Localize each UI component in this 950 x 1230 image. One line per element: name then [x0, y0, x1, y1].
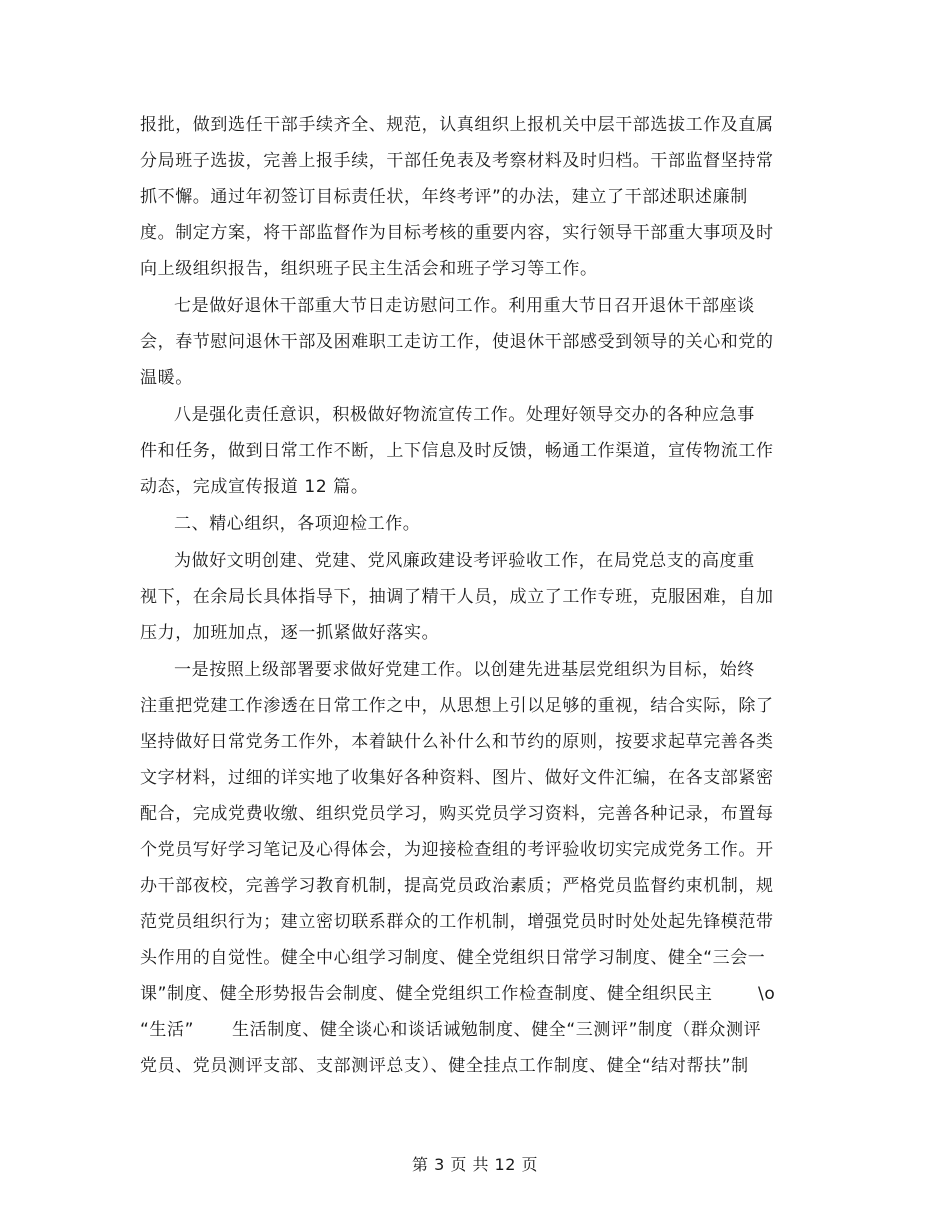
paragraph-start: 八是强化责任意识，积极做好物流宣传工作。处理好领导交办的各种应急事 — [174, 405, 755, 425]
paragraph-start: 七是做好退休干部重大节日走访慰问工作。利用重大节日召开退休干部座谈 — [174, 296, 755, 316]
field-code-text: \o — [758, 984, 776, 1004]
text-line: 度。制定方案，将干部监督作为目标考核的重要内容，实行领导干部重大事项及时 — [140, 223, 774, 243]
paragraph-start: 一是按照上级部署要求做好党建工作。以创建先进基层党组织为目标，始终 — [174, 660, 755, 680]
text-line: 件和任务，做到日常工作不断，上下信息及时反馈，畅通工作渠道，宣传物流工作 — [140, 441, 774, 461]
text-line: 范党员组织行为；建立密切联系群众的工作机制，增强党员时时处处起先锋模范带 — [140, 912, 774, 932]
text-line: 动态，完成宣传报道 12 篇。 — [140, 477, 369, 497]
text-line: 坚持做好日常党务工作外，本着缺什么补什么和节约的原则，按要求起草完善各类 — [140, 732, 774, 752]
text-line: 注重把党建工作渗透在日常工作之中，从思想上引以足够的重视，结合实际，除了 — [140, 696, 774, 716]
text-line: 课”制度、健全形势报告会制度、健全党组织工作检查制度、健全组织民主 — [140, 984, 713, 1004]
text-line: 报批，做到选任干部手续齐全、规范，认真组织上报机关中层干部选拔工作及直属 — [140, 115, 774, 135]
text-line: 个党员写好学习笔记及心得体会，为迎接检查组的考评验收切实完成党务工作。开 — [140, 840, 774, 860]
text-line: 抓不懈。通过年初签订目标责任状，年终考评”的办法，建立了干部述职述廉制 — [140, 187, 748, 207]
text-line: 生活制度、健全谈心和谈话诫勉制度、健全“三测评”制度（群众测评 — [232, 1020, 762, 1040]
text-line: 头作用的自觉性。健全中心组学习制度、健全党组织日常学习制度、健全“三会一 — [140, 948, 766, 968]
text-line: 压力，加班加点，逐一抓紧做好落实。 — [140, 623, 440, 643]
paragraph-start: 为做好文明创建、党建、党风廉政建设考评验收工作，在局党总支的高度重 — [174, 551, 755, 571]
page-number-footer: 第 3 页 共 12 页 — [412, 1155, 538, 1174]
text-line: 分局班子选拔，完善上报手续，干部任免表及考察材料及时归档。干部监督坚持常 — [140, 151, 774, 171]
text-line: 向上级组织报告，组织班子民主生活会和班子学习等工作。 — [140, 259, 598, 279]
text-line: 配合，完成党费收缴、组织党员学习，购买党员学习资料，完善各种记录，布置每 — [140, 804, 774, 824]
text-line: 温暖。 — [140, 368, 193, 388]
text-line: 办干部夜校，完善学习教育机制，提高党员政治素质；严格党员监督约束机制，规 — [140, 876, 774, 896]
text-line: 会，春节慰问退休干部及困难职工走访工作，使退休干部感受到领导的关心和党的 — [140, 332, 774, 352]
text-line-fragment: “生活” — [140, 1020, 195, 1040]
text-line: 文字材料，过细的详实地了收集好各种资料、图片、做好文件汇编，在各支部紧密 — [140, 768, 774, 788]
section-heading: 二、精心组织，各项迎检工作。 — [174, 514, 421, 534]
text-line: 党员、党员测评支部、支部测评总支）、健全挂点工作制度、健全“结对帮扶”制 — [140, 1056, 749, 1076]
text-line: 视下，在余局长具体指导下，抽调了精干人员，成立了工作专班，克服困难，自加 — [140, 587, 774, 607]
